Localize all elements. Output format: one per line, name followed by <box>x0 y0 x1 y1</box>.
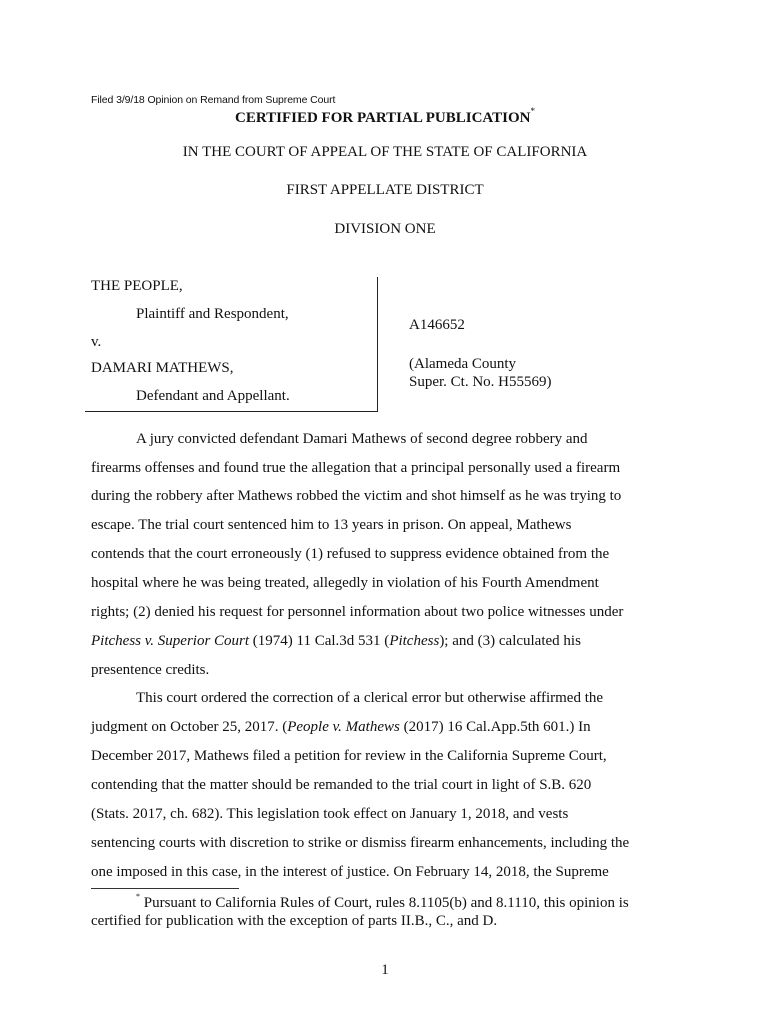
body-line: December 2017, Mathews filed a petition for review in the California Supreme Court, <box>91 748 607 764</box>
body-line: rights; (2) denied his request for personnel information about two police witnesses under <box>91 604 624 620</box>
body-line <box>91 719 591 736</box>
footnote-line-2: certified for publication with the exception of parts II.B., C., and D. <box>91 913 498 929</box>
body-line: hospital where he was being treated, allegedly in violation of his Fourth Amendment <box>91 575 599 591</box>
body-line: firearms offenses and found true the allegation that a principal personally used a firearm <box>91 460 621 476</box>
body-line: (Stats. 2017, ch. 682). This legislation took effect on January 1, 2018, and vests <box>91 806 569 822</box>
citation-text: (1974) 11 Cal.3d 531 ( <box>249 633 390 649</box>
body-line: one imposed in this case, in the interest of justice. On February 14, 2018, the Supreme <box>91 864 609 880</box>
case-short-name: Pitchess <box>389 633 440 649</box>
footnote-rule <box>91 888 239 889</box>
body-line: during the robbery after Mathews robbed the victim and shot himself as he was trying to <box>91 488 622 504</box>
court-name: IN THE COURT OF APPEAL OF THE STATE OF CALIFORNIA <box>182 144 588 160</box>
footnote-mark: * <box>136 892 140 901</box>
body-line: This court ordered the correction of a clerical error but otherwise affirmed the <box>136 690 604 706</box>
caption-divider-horizontal <box>85 411 378 412</box>
page-number: 1 <box>381 962 389 978</box>
division-name: DIVISION ONE <box>334 221 436 237</box>
body-line: escape. The trial court sentenced him to 13 years in prison. On appeal, Mathews <box>91 517 572 533</box>
plaintiff-role: Plaintiff and Respondent, <box>136 306 289 322</box>
district-name: FIRST APPELLATE DISTRICT <box>286 182 484 198</box>
footnote-text: Pursuant to California Rules of Court, rules 8.1105(b) and 8.1110, this opinion is <box>140 895 629 911</box>
versus: v. <box>91 334 102 350</box>
footnote-line-1 <box>136 894 629 912</box>
case-citation: Pitchess v. Superior Court <box>91 633 250 649</box>
county-line-2: Super. Ct. No. H55569) <box>409 374 552 390</box>
caption-divider-vertical <box>377 277 378 412</box>
plaintiff-name: THE PEOPLE, <box>91 278 183 294</box>
defendant-name: DAMARI MATHEWS, <box>91 360 234 376</box>
citation-text: (2017) 16 Cal.App.5th 601.) In <box>399 719 591 735</box>
citation-text: ); and (3) calculated his <box>439 633 581 649</box>
publication-footnote-mark: * <box>530 106 535 116</box>
citation-text: judgment on October 25, 2017. ( <box>91 719 288 735</box>
case-citation: People v. Mathews <box>287 719 400 735</box>
filed-note: Filed 3/9/18 Opinion on Remand from Supreme Court <box>91 94 336 106</box>
publication-status-text: CERTIFIED FOR PARTIAL PUBLICATION <box>234 110 531 126</box>
body-line <box>91 633 581 650</box>
defendant-role: Defendant and Appellant. <box>136 388 290 404</box>
county-line-1: (Alameda County <box>409 356 517 372</box>
case-number: A146652 <box>409 317 465 333</box>
body-line: contends that the court erroneously (1) refused to suppress evidence obtained from the <box>91 546 610 562</box>
body-line: presentence credits. <box>91 662 210 678</box>
body-line: A jury convicted defendant Damari Mathews of second degree robbery and <box>136 431 588 447</box>
body-line: contending that the matter should be remanded to the trial court in light of S.B. 620 <box>91 777 592 793</box>
publication-status <box>0 108 770 127</box>
body-line: sentencing courts with discretion to strike or dismiss firearm enhancements, including the <box>91 835 630 851</box>
